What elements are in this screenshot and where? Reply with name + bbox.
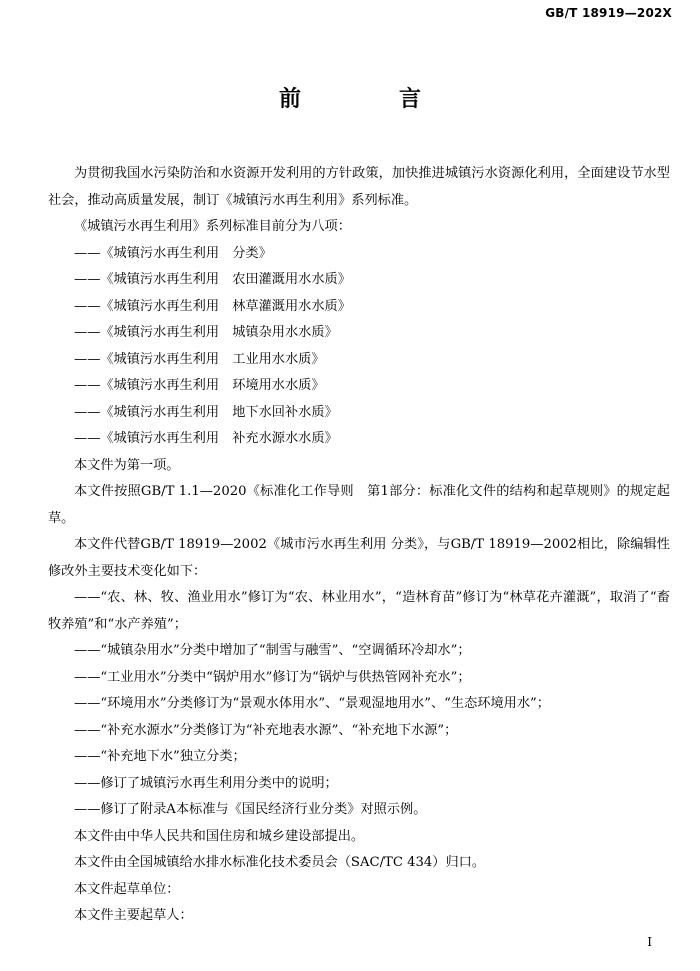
list-item: ——“补充地下水”独立分类； — [74, 749, 246, 764]
list-item: ——《城镇污水再生利用 林草灌溉用水水质》 — [74, 298, 351, 314]
list-item: ——“补充水源水”分类修订为“补充地表水源”、“补充地下水源”； — [74, 722, 458, 738]
list-item: ——《城镇污水再生利用 分类》 — [74, 245, 272, 261]
list-item: ——《城镇污水再生利用 农田灌溉用水水质》 — [74, 272, 351, 287]
list-item: ——“环境用水”分类修订为“景观水体用水”、“景观湿地用水”、“生态环境用水”； — [74, 696, 550, 711]
proposed-by-paragraph: 本文件由中华人民共和国住房和城乡建设部提出。 — [74, 828, 365, 844]
drafting-rules-paragraph: 本文件按照GB/T 1.1—2020《标准化工作导则 第1部分：标准化文件的结构和起草规则》的规定起草。 — [48, 484, 670, 526]
list-item: ——《城镇污水再生利用 城镇杂用水水质》 — [74, 325, 338, 340]
first-item-paragraph: 本文件为第一项。 — [74, 457, 180, 473]
page-title: 前 言 — [278, 87, 459, 112]
series-intro-paragraph: 《城镇污水再生利用》系列标准目前分为八项： — [74, 219, 351, 234]
foreword-body — [48, 161, 670, 930]
intro-paragraph: 为贯彻我国水污染防治和水资源开发利用的方针政策，加快推进城镇污水资源化利用，全面建设节水型社会，推动高质量发展，制订《城镇污水再生利用》系列标准。 — [48, 166, 670, 208]
list-item: ——《城镇污水再生利用 地下水回补水质》 — [74, 404, 338, 420]
list-item: ——修订了城镇污水再生利用分类中的说明； — [74, 775, 338, 791]
replaces-paragraph: 本文件代替GB/T 18919—2002《城市污水再生利用 分类》，与GB/T 18919—2002相比，除编辑性修改外主要技术变化如下： — [48, 537, 670, 579]
drafters-paragraph: 本文件主要起草人： — [74, 908, 193, 923]
list-item: ——《城镇污水再生利用 环境用水水质》 — [74, 378, 325, 393]
list-item: ——“城镇杂用水”分类中增加了“制雪与融雪”、“空调循环冷却水”； — [74, 643, 471, 658]
list-item: ——“工业用水”分类中“锅炉用水”修订为“锅炉与供热管网补充水”； — [74, 669, 471, 685]
managed-by-paragraph: 本文件由全国城镇给水排水标准化技术委员会（SAC/TC 434）归口。 — [74, 855, 486, 870]
drafting-units-paragraph: 本文件起草单位： — [74, 881, 180, 897]
standard-code: GB/T 18919—202X — [545, 6, 672, 20]
list-item: ——“农、林、牧、渔业用水”修订为“农、林业用水”，“造林育苗”修订为“林草花卉灌溉”，取消了“畜牧养殖”和“水产养殖”； — [48, 590, 670, 632]
page-number: I — [647, 935, 652, 949]
list-item: ——《城镇污水再生利用 工业用水水质》 — [74, 351, 325, 367]
list-item: ——《城镇污水再生利用 补充水源水水质》 — [74, 431, 338, 446]
list-item: ——修订了附录A本标准与《国民经济行业分类》对照示例。 — [74, 802, 427, 817]
series-list — [48, 241, 670, 453]
changes-list — [48, 585, 670, 824]
